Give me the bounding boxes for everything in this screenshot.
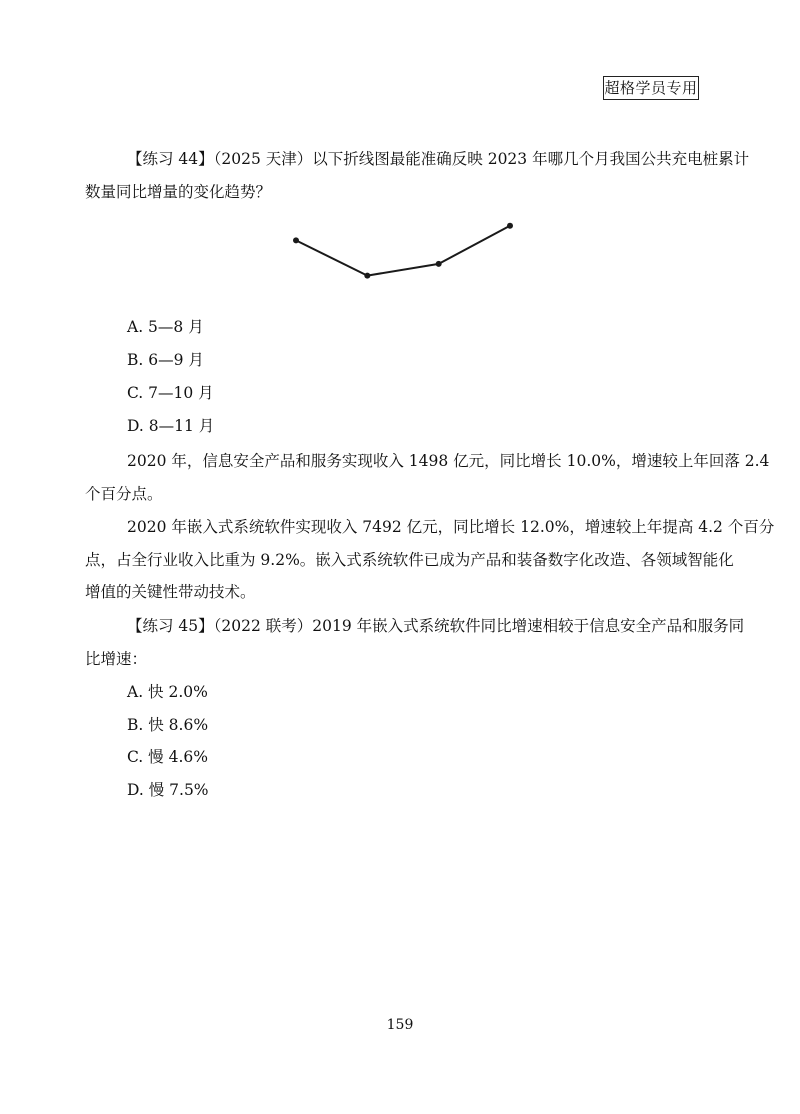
q44-option-b[interactable]: B. 6—9 月 <box>127 351 204 369</box>
q45-option-a[interactable]: A. 快 2.0% <box>127 683 208 701</box>
q45-option-c[interactable]: C. 慢 4.6% <box>127 748 208 766</box>
q45-option-d[interactable]: D. 慢 7.5% <box>127 781 209 799</box>
trend-line-chart <box>288 208 518 308</box>
material-p2-line3: 增值的关键性带动技术。 <box>85 583 256 601</box>
material-p2-line1: 2020 年嵌入式系统软件实现收入 7492 亿元，同比增长 12.0%，增速较上年提高 4.2 个百分 <box>127 518 775 536</box>
trend-point-4 <box>507 223 513 229</box>
material-p1-line1: 2020 年，信息安全产品和服务实现收入 1498 亿元，同比增长 10.0%，增速较上年回落 2.4 <box>127 452 770 470</box>
q45-stem-line2: 比增速： <box>85 650 148 668</box>
trend-point-1 <box>293 237 299 243</box>
q44-option-c[interactable]: C. 7—10 月 <box>127 384 214 402</box>
q44-stem-line1: 【练习 44】（2025 天津）以下折线图最能准确反映 2023 年哪几个月我国公共充电桩累计 <box>127 150 750 168</box>
trend-line-series <box>296 226 510 276</box>
material-p2-line2: 点，占全行业收入比重为 9.2%。嵌入式系统软件已成为产品和装备数字化改造、各领域智能化 <box>85 551 734 569</box>
q44-option-a[interactable]: A. 5—8 月 <box>127 318 204 336</box>
material-p1-line2: 个百分点。 <box>85 485 163 503</box>
q44-option-d[interactable]: D. 8—11 月 <box>127 417 215 435</box>
trend-point-2 <box>364 273 370 279</box>
q44-stem-line2: 数量同比增量的变化趋势？ <box>85 183 272 201</box>
q45-stem-line1: 【练习 45】（2022 联考）2019 年嵌入式系统软件同比增速相较于信息安全产品和服务同 <box>127 617 745 635</box>
exclusive-stamp: 超格学员专用 <box>603 76 699 100</box>
page-number: 159 <box>386 1017 414 1033</box>
q45-option-b[interactable]: B. 快 8.6% <box>127 716 209 734</box>
trend-point-3 <box>436 261 442 267</box>
